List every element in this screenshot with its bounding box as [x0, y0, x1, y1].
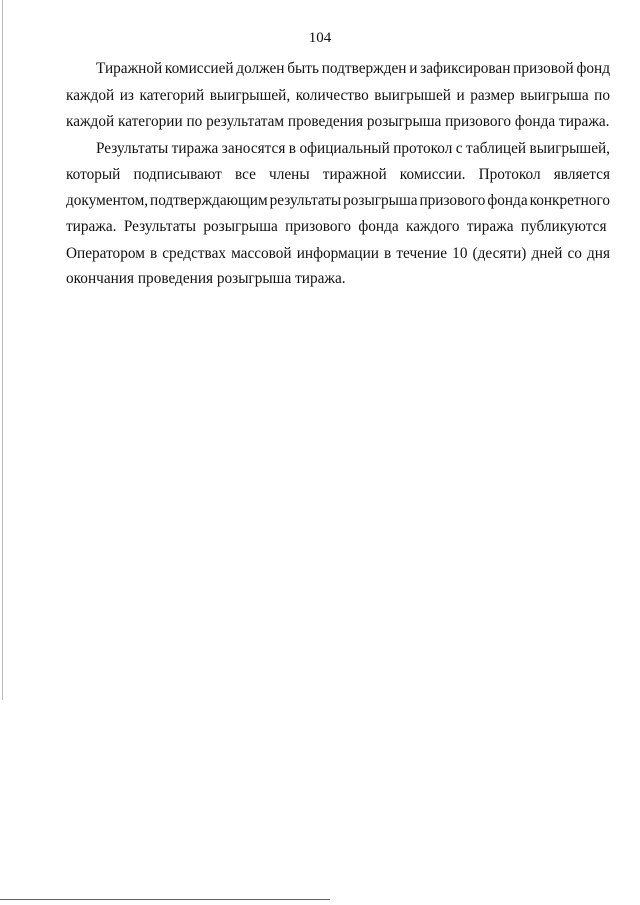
text-line: тиража. Результаты розыгрыша призового фонда каждого тиража публикуются	[66, 218, 607, 235]
scan-bottom-line	[0, 899, 330, 900]
text-line: документом, подтверждающим результаты розыгрыша призового фонда конкретного	[66, 192, 610, 209]
text-line: окончания проведения розыгрыша тиража.	[66, 270, 346, 287]
text-line: Результаты тиража заносятся в официальный протокол с таблицей выигрышей,	[96, 140, 610, 157]
scan-edge-line	[2, 0, 3, 700]
text-line: который подписывают все члены тиражной комиссии. Протокол является	[66, 166, 610, 183]
text-line: Оператором в средствах массовой информации в течение 10 (десяти) дней со дня	[66, 245, 610, 262]
page-number: 104	[308, 30, 332, 46]
text-line: Тиражной комиссией должен быть подтвержден и зафиксирован призовой фонд	[96, 60, 610, 77]
text-line: каждой из категорий выигрышей, количество выигрышей и размер выигрыша по	[66, 87, 610, 104]
text-line: каждой категории по результатам проведения розыгрыша призового фонда тиража.	[66, 113, 610, 130]
